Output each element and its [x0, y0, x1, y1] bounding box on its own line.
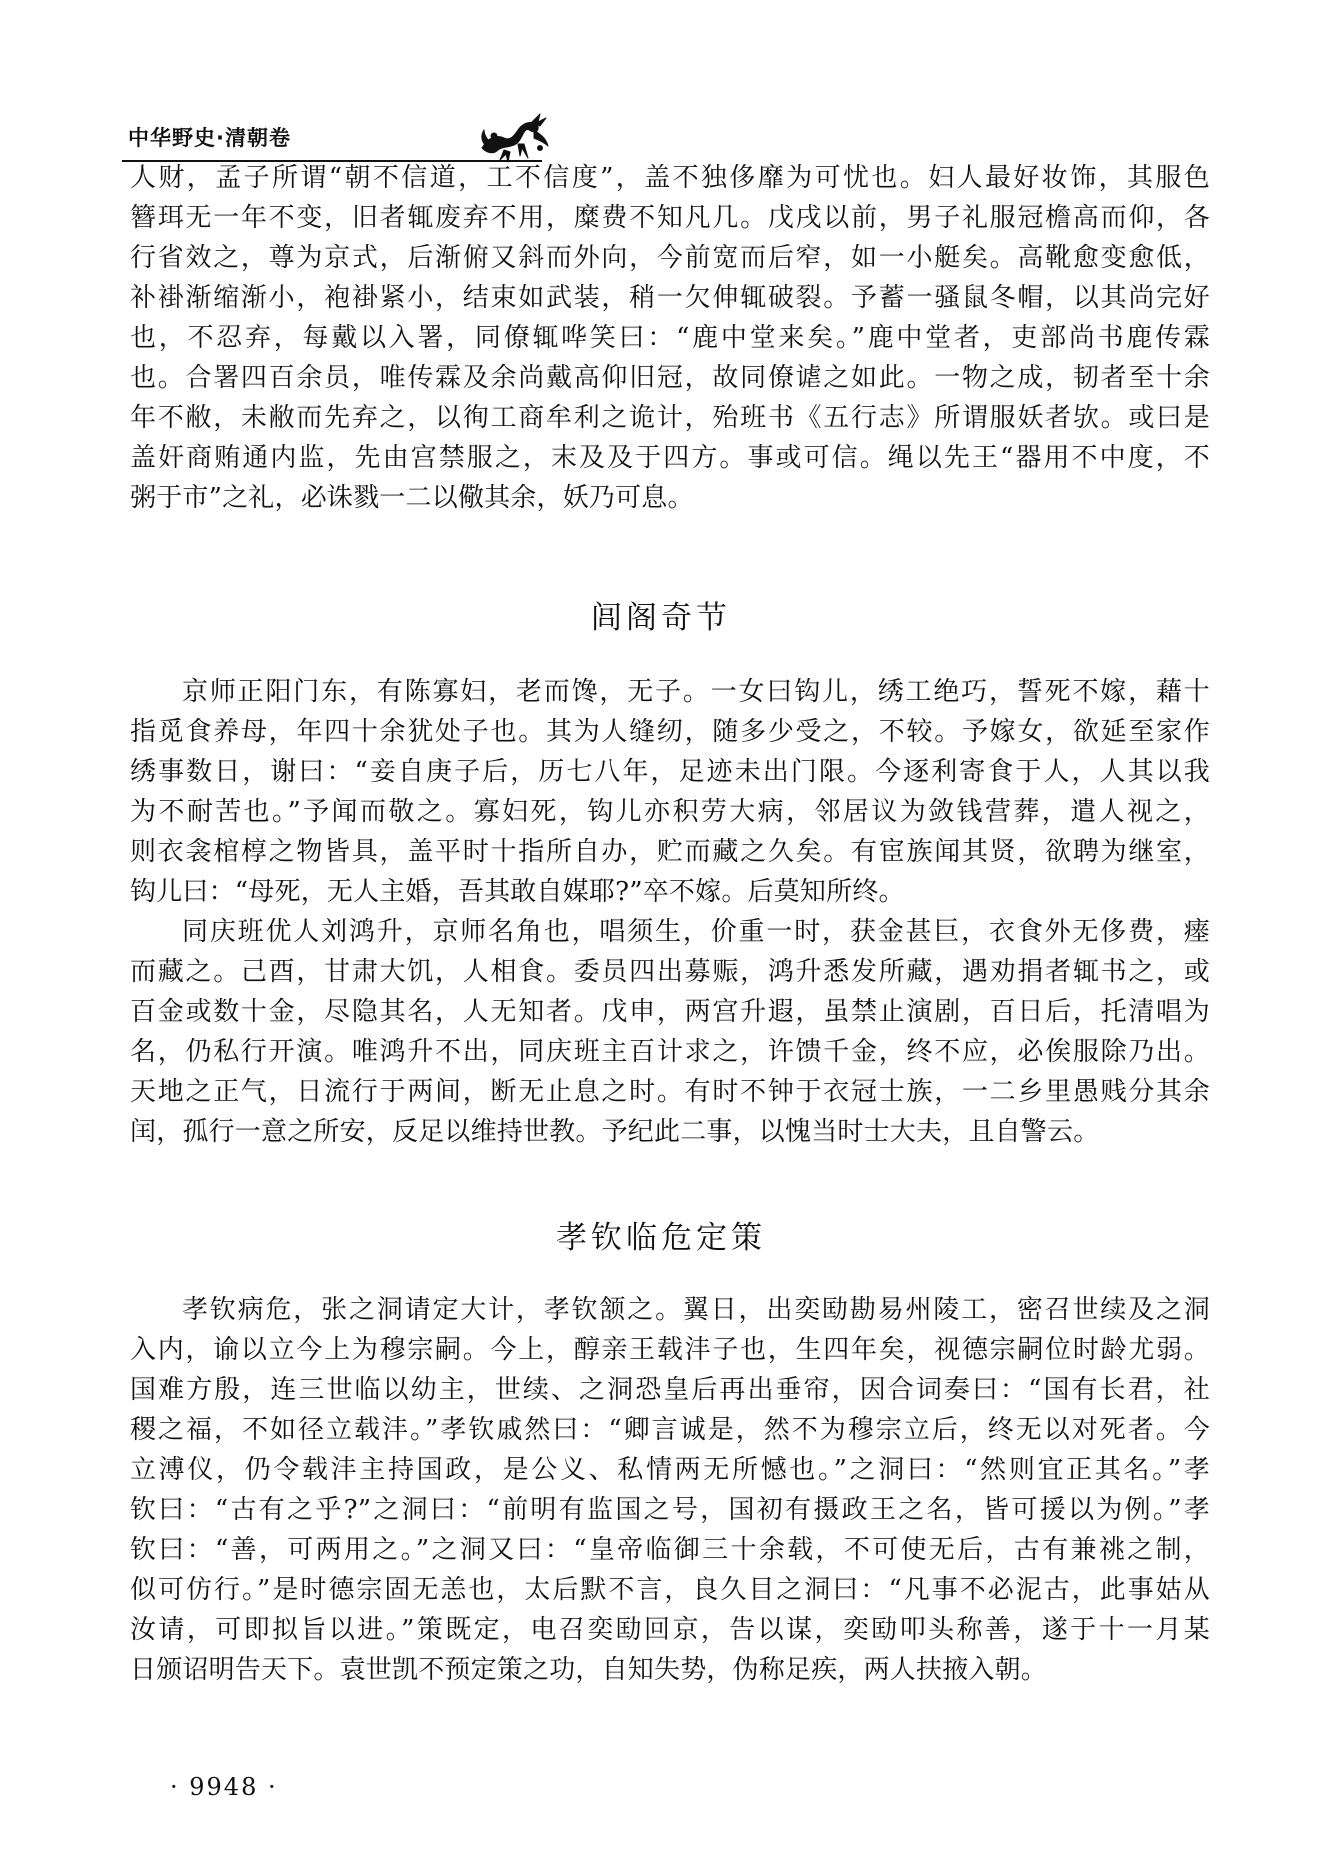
section-title: 闾阁奇节 [591, 600, 731, 636]
header-title: 中华野史·清朝卷 [128, 126, 291, 150]
paragraph-first-line: 京师正阳门东，有陈寡妇，老而馋，无子。一女曰钩儿，绣工绝巧，誓死不嫁，藉十 [182, 677, 1210, 707]
paragraph-first-line: 同庆班优人刘鸿升，京师名角也，唱须生，价重一时，获金甚巨，衣食外无侈费，瘗 [182, 917, 1210, 947]
text-line: 指觅食养母，年四十余犹处子也。其为人缝纫，随多少受之，不较。予嫁女，欲延至家作 [130, 717, 1210, 747]
text-line: 入内，谕以立今上为穆宗嗣。今上，醇亲王载沣子也，生四年矣，视德宗嗣位时龄尤弱。 [130, 1335, 1210, 1365]
text-line: 补褂渐缩渐小，袍褂紧小，结束如武装，稍一欠伸辄破裂。予蓄一骚鼠冬帽，以其尚完好 [130, 283, 1210, 313]
text-line: 名，仍私行开演。唯鸿升不出，同庆班主百计求之，许馈千金，终不应，必俟服除乃出。 [130, 1037, 1210, 1067]
opening-passage [130, 158, 1210, 518]
text-line: 闰，孤行一意之所安，反足以维持世教。予纪此二事，以愧当时士大夫，且自警云。 [130, 1117, 1100, 1147]
page-number: · 9948 · [170, 1773, 278, 1801]
text-line: 似可仿行。”是时德宗固无恙也，太后默不言，良久目之洞曰：“凡事不必泥古，此事姑从 [130, 1575, 1210, 1605]
text-line: 汝请，可即拟旨以进。”策既定，电召奕劻回京，告以谋，奕劻叩头称善，遂于十一月某 [130, 1615, 1210, 1645]
text-line: 日颁诏明告天下。袁世凯不预定策之功，自知失势，伪称足疾，两人扶掖入朝。 [130, 1655, 1048, 1685]
text-line: 年不敝，未敝而先弃之，以徇工商牟利之诡计，殆班书《五行志》所谓服妖者欤。或曰是 [130, 403, 1210, 433]
text-line: 为不耐苦也。”予闻而敬之。寡妇死，钩儿亦积劳大病，邻居议为敛钱营葬，遣人视之， [130, 797, 1210, 827]
text-line: 也，不忍弃，每戴以入署，同僚辄哗笑曰：“鹿中堂来矣。”鹿中堂者，吏部尚书鹿传霖 [130, 323, 1210, 353]
section-body [130, 672, 1210, 1152]
section-title: 孝钦临危定策 [556, 1220, 766, 1256]
text-line: 行省效之，尊为京式，后渐俯又斜而外向，今前宽而后窄，如一小艇矣。高靴愈变愈低， [130, 243, 1210, 273]
text-line: 簪珥无一年不变，旧者辄废弃不用，糜费不知凡几。戊戌以前，男子礼服冠檐高而仰，各 [130, 203, 1210, 233]
text-line: 盖奸商贿通内监，先由宫禁服之，末及及于四方。事或可信。绳以先王“器用不中度，不 [130, 443, 1210, 473]
text-line: 粥于市”之礼，必诛戮一二以儆其余，妖乃可息。 [130, 483, 694, 513]
text-line: 稷之福，不如径立载沣。”孝钦戚然曰：“卿言诚是，然不为穆宗立后，终无以对死者。今 [130, 1415, 1210, 1445]
text-line: 钩儿曰：“母死，无人主婚，吾其敢自媒耶?”卒不嫁。后莫知所终。 [130, 877, 905, 907]
dragon-emblem-icon [474, 108, 554, 164]
text-line: 百金或数十金，尽隐其名，人无知者。戊申，两宫升遐，虽禁止演剧，百日后，托清唱为 [130, 997, 1210, 1027]
text-line: 国难方殷，连三世临以幼主，世续、之洞恐皇后再出垂帘，因合词奏曰：“国有长君，社 [130, 1375, 1210, 1405]
text-line: 钦曰：“古有之乎?”之洞曰：“前明有监国之号，国初有摄政王之名，皆可援以为例。”孝 [130, 1495, 1210, 1525]
text-line: 则衣衾棺椁之物皆具，盖平时十指所自办，贮而藏之久矣。有宦族闻其贤，欲聘为继室， [130, 837, 1210, 867]
text-line: 立溥仪，仍令载沣主持国政，是公义、私情两无所憾也。”之洞曰：“然则宜正其名。”孝 [130, 1455, 1210, 1485]
running-header [122, 108, 542, 164]
text-line: 钦曰：“善，可两用之。”之洞又曰：“皇帝临御三十余载，不可使无后，古有兼祧之制， [130, 1535, 1210, 1565]
text-line: 绣事数日，谢曰：“妾自庚子后，历七八年，足迹未出门限。今逐利寄食于人，人其以我 [130, 757, 1210, 787]
text-line: 也。合署四百余员，唯传霖及余尚戴高仰旧冠，故同僚谑之如此。一物之成，韧者至十余 [130, 363, 1210, 393]
text-line: 天地之正气，日流行于两间，断无止息之时。有时不钟于衣冠士族，一二乡里愚贱分其余 [130, 1077, 1210, 1107]
text-line: 人财，孟子所谓“朝不信道，工不信度”，盖不独侈靡为可忧也。妇人最好妆饰，其服色 [130, 163, 1210, 193]
section-body [130, 1290, 1210, 1690]
paragraph-first-line: 孝钦病危，张之洞请定大计，孝钦颔之。翼日，出奕劻勘易州陵工，密召世续及之洞 [182, 1295, 1210, 1325]
text-line: 而藏之。己酉，甘肃大饥，人相食。委员四出募赈，鸿升悉发所藏，遇劝捐者辄书之，或 [130, 957, 1210, 987]
